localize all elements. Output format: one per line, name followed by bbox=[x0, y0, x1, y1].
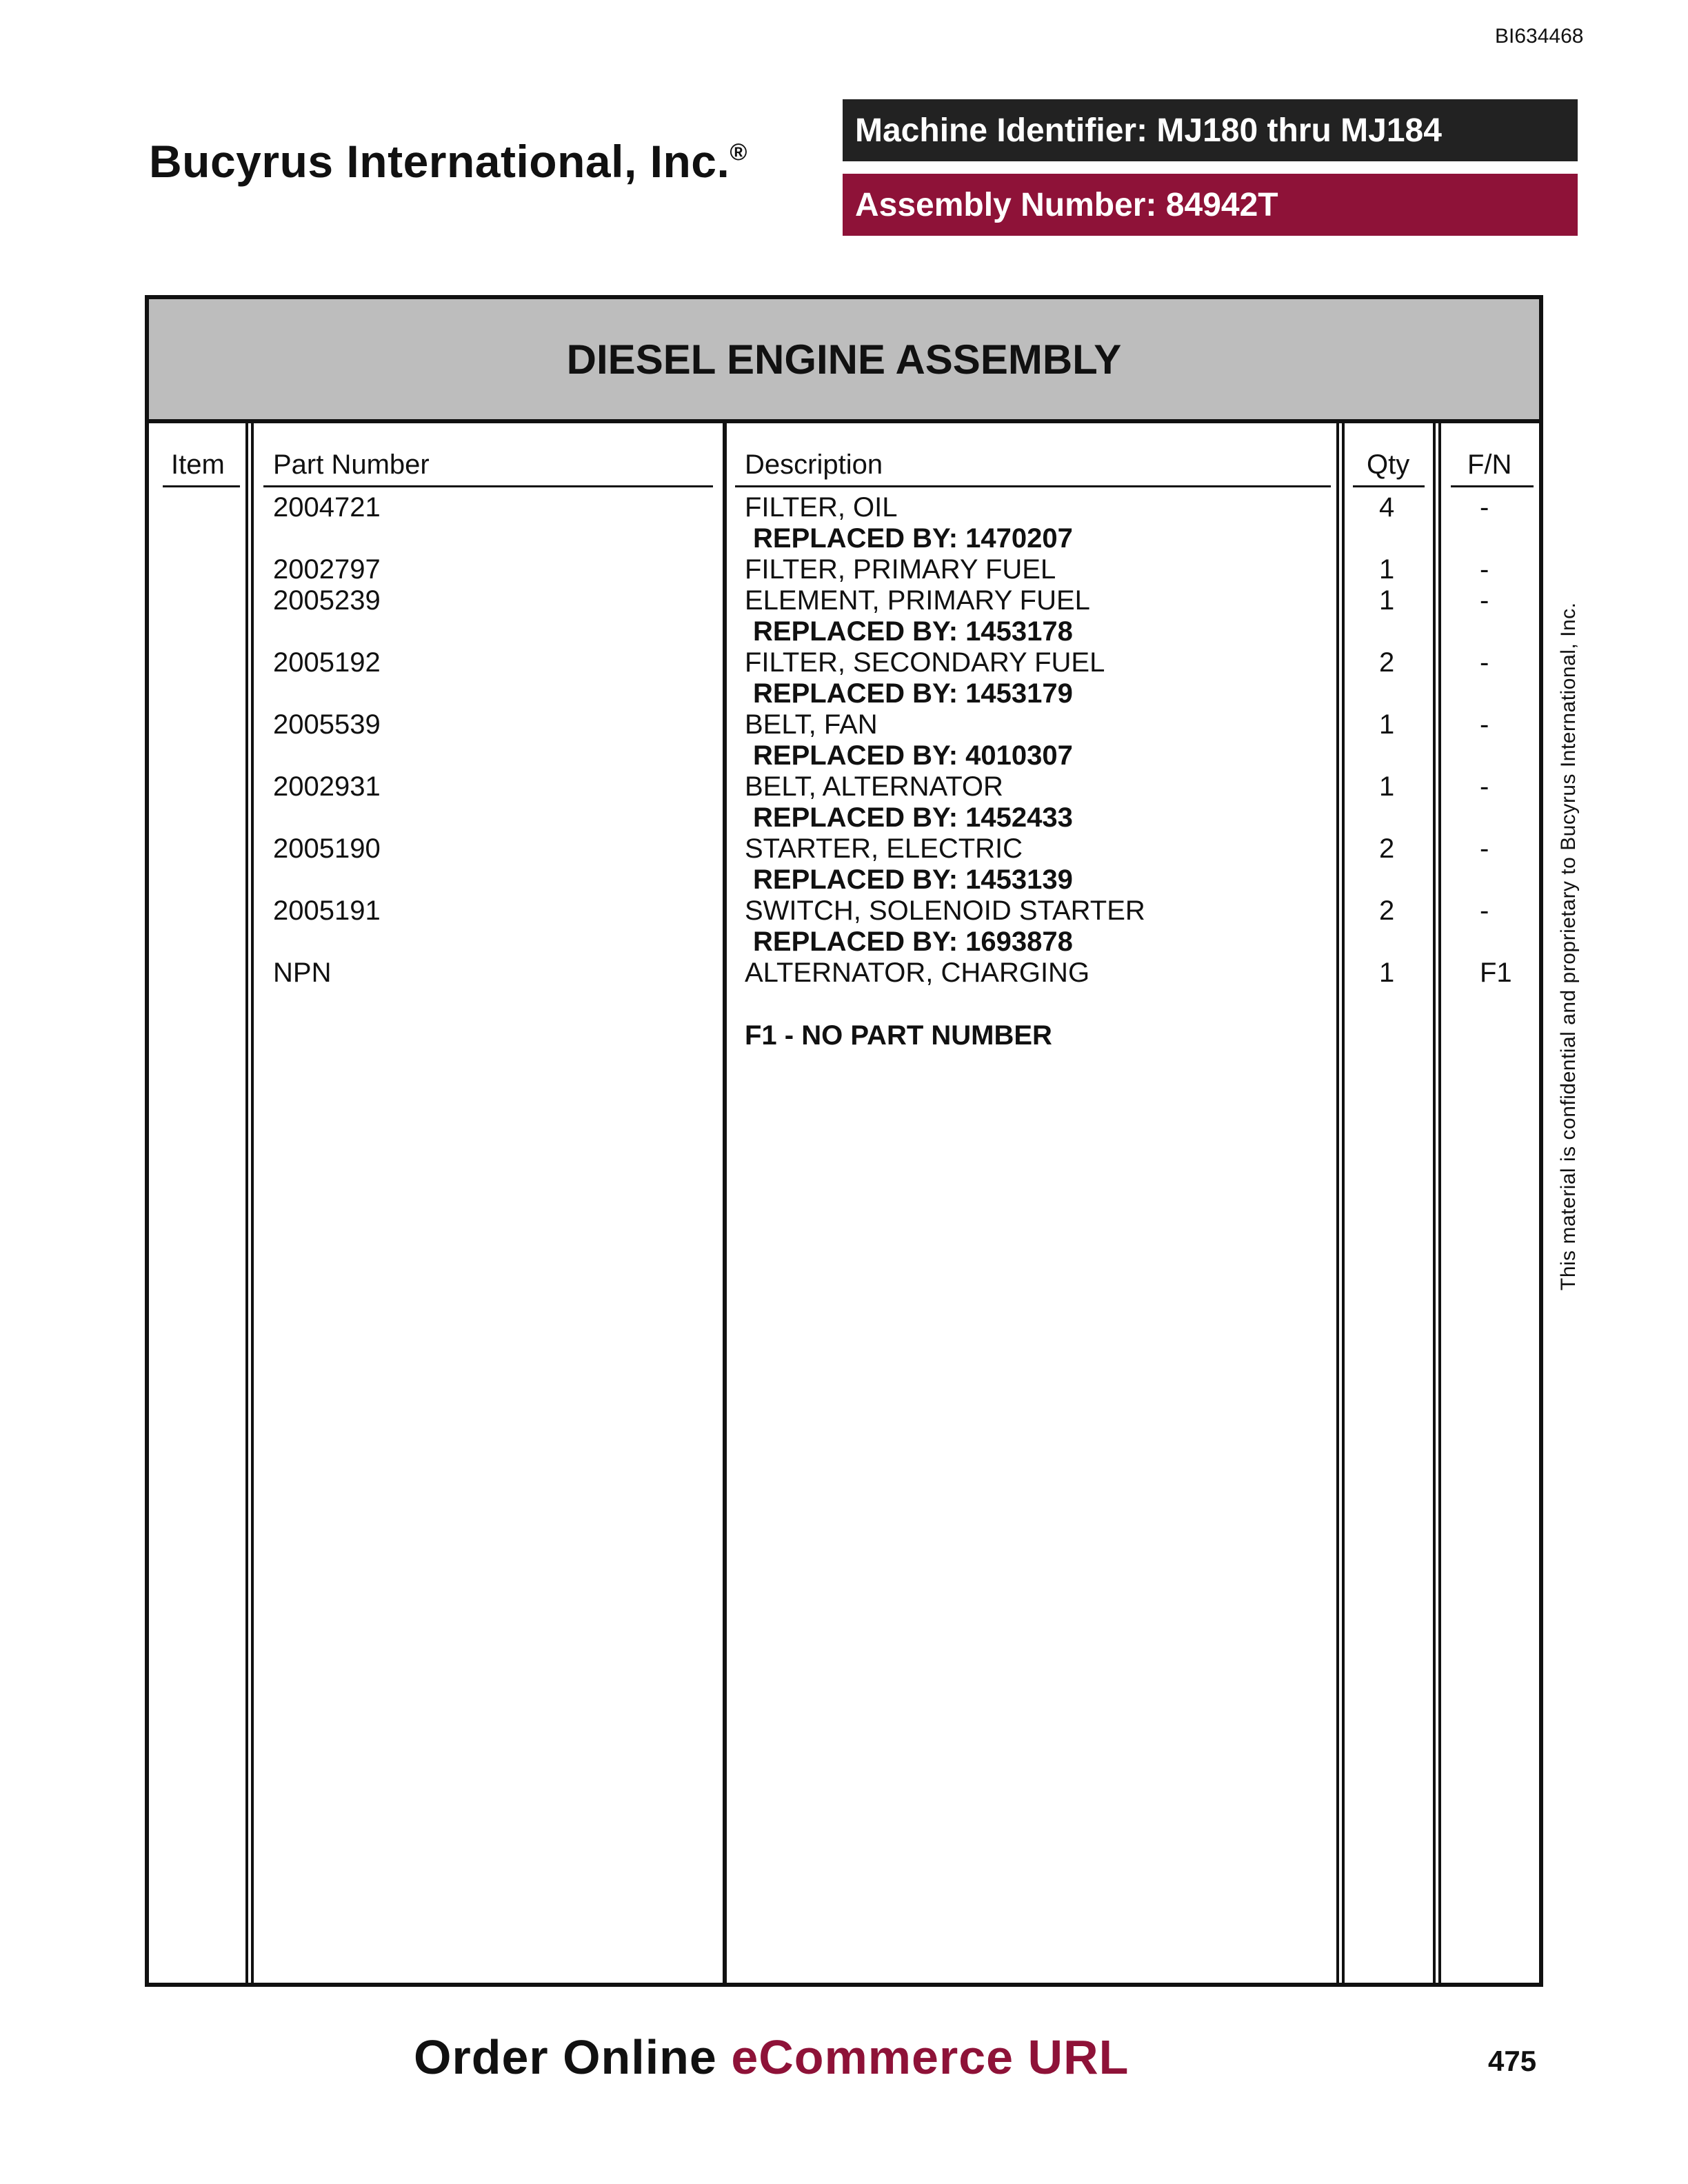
part-number-cell: 2004721 bbox=[273, 492, 381, 523]
header-rule-item bbox=[163, 485, 240, 487]
replaced-by-note: REPLACED BY: 1453178 bbox=[753, 616, 1073, 647]
part-number-cell: 2005239 bbox=[273, 585, 381, 616]
part-number-cell: NPN bbox=[273, 958, 332, 988]
column-divider-qty bbox=[1433, 423, 1441, 1983]
part-number-cell: 2005539 bbox=[273, 709, 381, 740]
fn-cell: - bbox=[1480, 585, 1489, 616]
replaced-by-note: REPLACED BY: 1453139 bbox=[753, 865, 1073, 895]
qty-cell: 1 bbox=[1379, 958, 1395, 988]
qty-cell: 2 bbox=[1379, 647, 1395, 678]
document-id: BI634468 bbox=[1495, 25, 1584, 48]
qty-cell: 1 bbox=[1379, 585, 1395, 616]
company-name bbox=[149, 135, 747, 188]
header-rule-desc bbox=[735, 485, 1331, 487]
qty-cell: 2 bbox=[1379, 833, 1395, 864]
column-header-qty: Qty bbox=[1367, 449, 1410, 480]
fn-cell: - bbox=[1480, 554, 1489, 585]
column-header-description: Description bbox=[745, 449, 883, 480]
part-number-cell: 2002797 bbox=[273, 554, 381, 585]
company-name-text: Bucyrus International, Inc. bbox=[149, 136, 730, 187]
fn-cell: - bbox=[1480, 896, 1489, 926]
description-cell: SWITCH, SOLENOID STARTER bbox=[745, 896, 1145, 926]
description-cell: FILTER, PRIMARY FUEL bbox=[745, 554, 1056, 585]
replaced-by-note: REPLACED BY: 4010307 bbox=[753, 740, 1073, 771]
fn-cell: - bbox=[1480, 833, 1489, 864]
column-header-fn: F/N bbox=[1467, 449, 1512, 480]
side-bar bbox=[1539, 303, 1542, 1313]
part-number-cell: 2002931 bbox=[273, 771, 381, 802]
registered-mark: ® bbox=[730, 139, 747, 165]
qty-cell: 1 bbox=[1379, 554, 1395, 585]
part-number-cell: 2005190 bbox=[273, 833, 381, 864]
qty-cell: 1 bbox=[1379, 709, 1395, 740]
description-cell: ALTERNATOR, CHARGING bbox=[745, 958, 1090, 988]
qty-cell: 1 bbox=[1379, 771, 1395, 802]
footnote: F1 - NO PART NUMBER bbox=[745, 1020, 1052, 1051]
description-cell: STARTER, ELECTRIC bbox=[745, 833, 1023, 864]
column-header-part-number: Part Number bbox=[273, 449, 430, 480]
qty-cell: 4 bbox=[1379, 492, 1395, 523]
confidentiality-note: This material is confidential and proprietary to Bucyrus International, Inc. bbox=[1557, 602, 1580, 1291]
assembly-number-banner bbox=[843, 174, 1578, 236]
machine-identifier-banner bbox=[843, 99, 1578, 161]
header-rule-fn bbox=[1451, 485, 1534, 487]
page-number: 475 bbox=[1488, 2045, 1537, 2077]
fn-cell: F1 bbox=[1480, 958, 1512, 988]
column-divider-item bbox=[245, 423, 254, 1983]
parts-table bbox=[145, 295, 1543, 1987]
part-number-cell: 2005192 bbox=[273, 647, 381, 678]
header-rule-qty bbox=[1353, 485, 1425, 487]
replaced-by-note: REPLACED BY: 1453179 bbox=[753, 678, 1073, 709]
column-divider-part bbox=[723, 423, 727, 1983]
description-cell: ELEMENT, PRIMARY FUEL bbox=[745, 585, 1090, 616]
table-title: DIESEL ENGINE ASSEMBLY bbox=[149, 299, 1539, 423]
description-cell: BELT, ALTERNATOR bbox=[745, 771, 1003, 802]
fn-cell: - bbox=[1480, 492, 1489, 523]
description-cell: FILTER, OIL bbox=[745, 492, 898, 523]
qty-cell: 2 bbox=[1379, 896, 1395, 926]
replaced-by-note: REPLACED BY: 1693878 bbox=[753, 927, 1073, 957]
description-cell: FILTER, SECONDARY FUEL bbox=[745, 647, 1105, 678]
description-cell: BELT, FAN bbox=[745, 709, 878, 740]
fn-cell: - bbox=[1480, 709, 1489, 740]
footer-order-online[interactable] bbox=[414, 2030, 1129, 2085]
footer-ecommerce-link[interactable]: eCommerce URL bbox=[731, 2030, 1129, 2084]
header-rule-part bbox=[263, 485, 713, 487]
assembly-number-text: Assembly Number: 84942T bbox=[855, 186, 1278, 223]
replaced-by-note: REPLACED BY: 1470207 bbox=[753, 523, 1073, 554]
column-header-item: Item bbox=[171, 449, 225, 480]
part-number-cell: 2005191 bbox=[273, 896, 381, 926]
column-divider-desc bbox=[1336, 423, 1345, 1983]
footer-order-online-text: Order Online bbox=[414, 2030, 717, 2084]
fn-cell: - bbox=[1480, 647, 1489, 678]
machine-identifier-text: Machine Identifier: MJ180 thru MJ184 bbox=[855, 112, 1442, 149]
replaced-by-note: REPLACED BY: 1452433 bbox=[753, 802, 1073, 833]
fn-cell: - bbox=[1480, 771, 1489, 802]
